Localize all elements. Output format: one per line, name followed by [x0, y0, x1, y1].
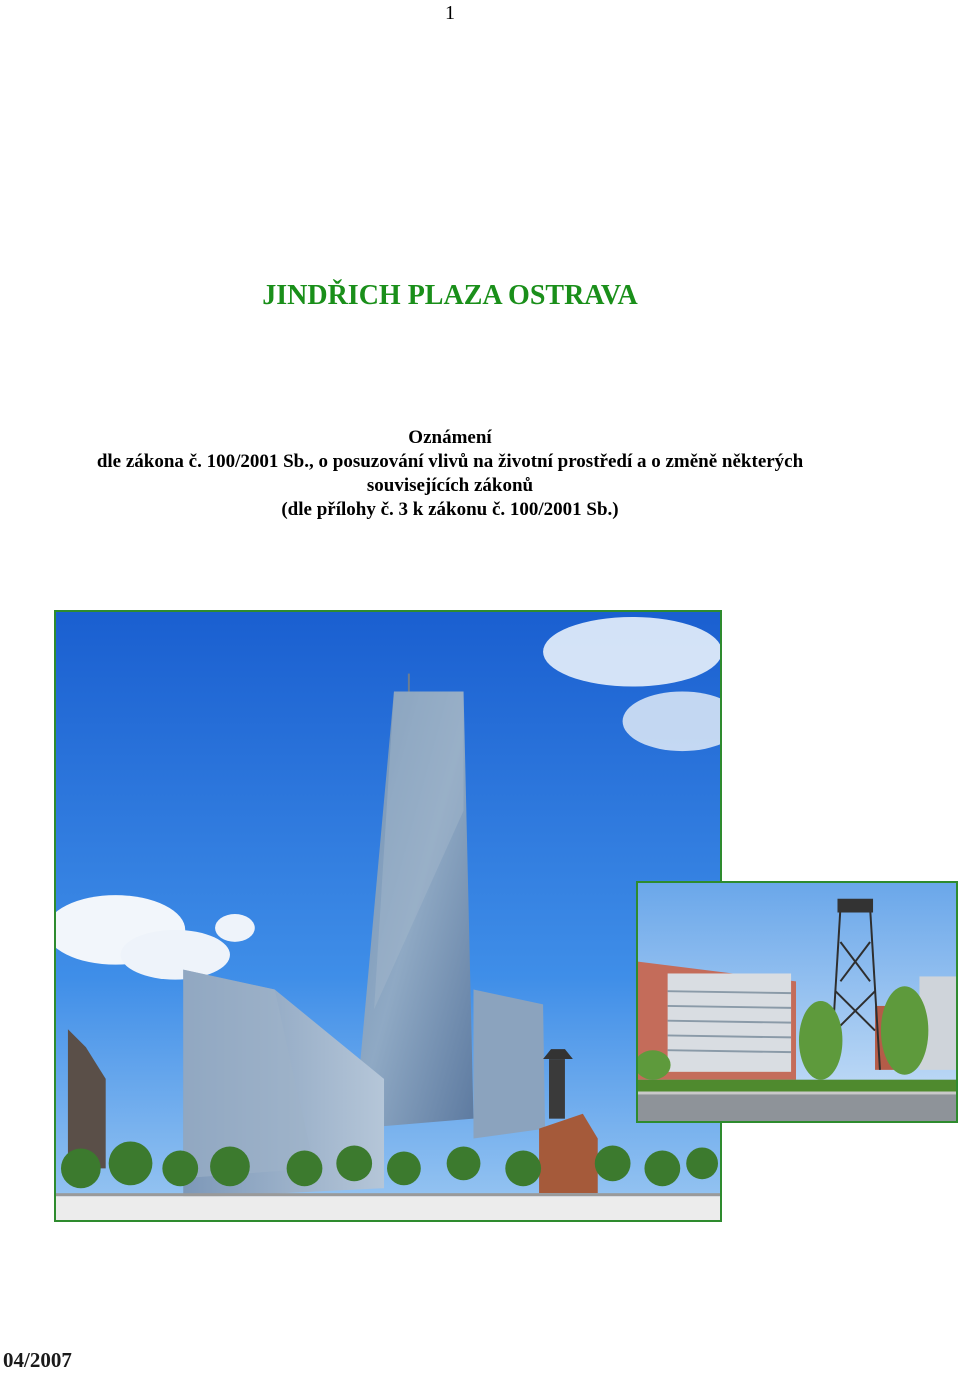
page-number: 1 — [445, 2, 455, 24]
architectural-rendering-image — [54, 610, 722, 1222]
rendering-illustration — [56, 612, 720, 1220]
document-subtitle — [0, 426, 900, 522]
subtitle-line: dle zákona č. 100/2001 Sb., o posuzování vlivů na životní prostředí a o změně některých — [96, 451, 804, 472]
current-site-photo — [636, 881, 958, 1123]
footer-date: 04/2007 — [3, 1348, 72, 1372]
site-photo-illustration — [638, 883, 956, 1121]
subtitle-line: (dle přílohy č. 3 k zákonu č. 100/2001 Sb.) — [281, 499, 619, 520]
document-title: JINDŘICH PLAZA OSTRAVA — [262, 280, 638, 311]
subtitle-line: Oznámení — [408, 427, 492, 448]
subtitle-line: souvisejících zákonů — [366, 475, 534, 496]
